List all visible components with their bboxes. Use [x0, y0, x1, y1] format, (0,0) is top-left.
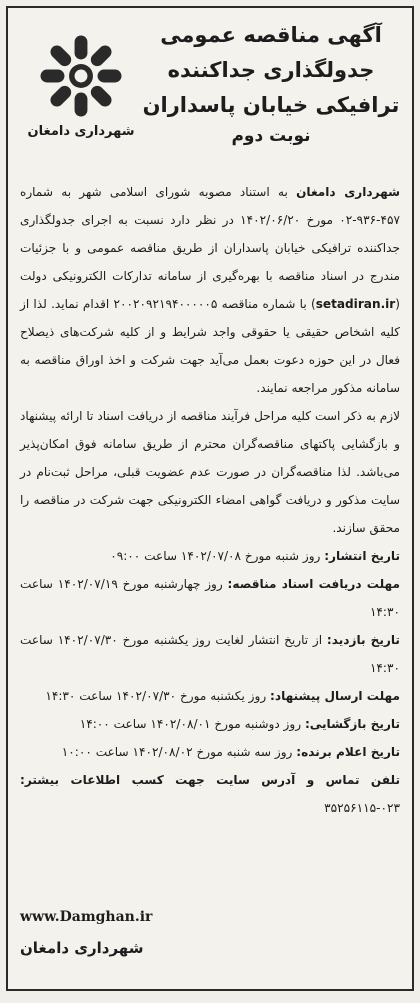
- tender-notice: [6, 6, 414, 991]
- title-line-3: ترافیکی خیابان پاسداران: [142, 93, 400, 117]
- title-line-2: جدولگذاری جداکننده: [167, 58, 375, 82]
- title-line-1: آگهی مناقصه عمومی: [160, 23, 382, 47]
- opening-date: [20, 710, 400, 738]
- publish-date-value: روز شنبه مورخ ۱۴۰۲/۰۷/۰۸ ساعت ۰۹:۰۰: [110, 549, 325, 563]
- publish-date-label: تاریخ انتشار:: [324, 549, 400, 563]
- logo-emblem-icon: [35, 30, 127, 122]
- notice-body: [20, 178, 400, 822]
- document-deadline-label: مهلت دریافت اسناد مناقصه:: [227, 577, 400, 591]
- document-deadline: [20, 570, 400, 626]
- publish-date: [20, 542, 400, 570]
- contact-info: [20, 766, 400, 822]
- winner-date-label: تاریخ اعلام برنده:: [296, 745, 400, 759]
- logo-caption: شهرداری دامغان: [27, 124, 135, 139]
- round-label: نوبت دوم: [231, 126, 311, 146]
- municipality-logo: [22, 30, 140, 152]
- website-link[interactable]: www.Damghan.ir: [20, 909, 153, 925]
- footer-organization: شهرداری دامغان: [20, 939, 144, 957]
- notice-header: [8, 8, 412, 178]
- winner-date-value: روز سه شنبه مورخ ۱۴۰۲/۰۸/۰۲ ساعت ۱۰:۰۰: [61, 745, 297, 759]
- contact-phone[interactable]: ۰۲۳-۳۵۲۵۶۱۱۵: [324, 801, 400, 815]
- contact-info-label: تلفن تماس و آدرس سایت جهت کسب اطلاعات بیشتر:: [20, 773, 400, 787]
- winner-date: [20, 738, 400, 766]
- setadiran-link[interactable]: setadiran.ir: [315, 297, 396, 311]
- document-deadline-value: روز چهارشنبه مورخ ۱۴۰۲/۰۷/۱۹ ساعت ۱۴:۳۰: [20, 577, 400, 619]
- visit-date-label: تاریخ بازدید:: [326, 633, 400, 647]
- paragraph-1-text-b: ) با شماره مناقصه ۲۰۰۲۰۹۲۱۹۴۰۰۰۰۰۵ اقدام نماید. لذا از کلیه اشخاص حقیقی یا حقوقی واجد شرایط و از کلیه شرکت‌های ذیصلاح فعال در این حوزه دعوت بعمل می‌آید جهت شرکت و اخذ اوراق مناقصه به سامانه مذکور مراجعه نمایند.: [20, 297, 400, 395]
- proposal-deadline: [20, 682, 400, 710]
- notice-footer: [20, 905, 400, 975]
- visit-date: [20, 626, 400, 682]
- visit-date-value: از تاریخ انتشار لغایت روز یکشنبه مورخ ۱۴۰۲/۰۷/۳۰ ساعت ۱۴:۳۰: [20, 633, 400, 675]
- notice-title: [142, 18, 400, 149]
- organization-name: شهرداری دامغان: [296, 185, 400, 199]
- paragraph-2: لازم به ذکر است کلیه مراحل فرآیند مناقصه از دریافت اسناد تا ارائه پیشنهاد و بازگشایی پاکتهای مناقصه‌گران محترم از طریق سامانه فوق امکان‌پذیر می‌باشد. لذا مناقصه‌گران در صورت عدم عضویت قبلی، مراحل ثبت‌نام در سایت مذکور و دریافت گواهی امضاء الکترونیکی جهت شرکت در مناقصه را محقق سازند.: [20, 409, 400, 535]
- proposal-deadline-label: مهلت ارسال پیشنهاد:: [270, 689, 400, 703]
- paragraph-1: [20, 178, 400, 402]
- proposal-deadline-value: روز یکشنبه مورخ ۱۴۰۲/۰۷/۳۰ ساعت ۱۴:۳۰: [45, 689, 271, 703]
- opening-date-label: تاریخ بازگشایی:: [304, 717, 400, 731]
- paragraph-1-text-a: به استناد مصوبه شورای اسلامی شهر به شماره ۴۵۷-۹۳۶-۰۲ مورخ ۱۴۰۲/۰۶/۲۰ در نظر دارد نسبت به اجرای جدولگذاری جداکننده ترافیکی خیابان پاسداران از طریق مناقصه عمومی و با جزئیات مندرج در اسناد مناقصه با بهره‌گیری از سامانه تدارکات الکترونیکی دولت (: [20, 185, 400, 311]
- opening-date-value: روز دوشنبه مورخ ۱۴۰۲/۰۸/۰۱ ساعت ۱۴:۰۰: [79, 717, 305, 731]
